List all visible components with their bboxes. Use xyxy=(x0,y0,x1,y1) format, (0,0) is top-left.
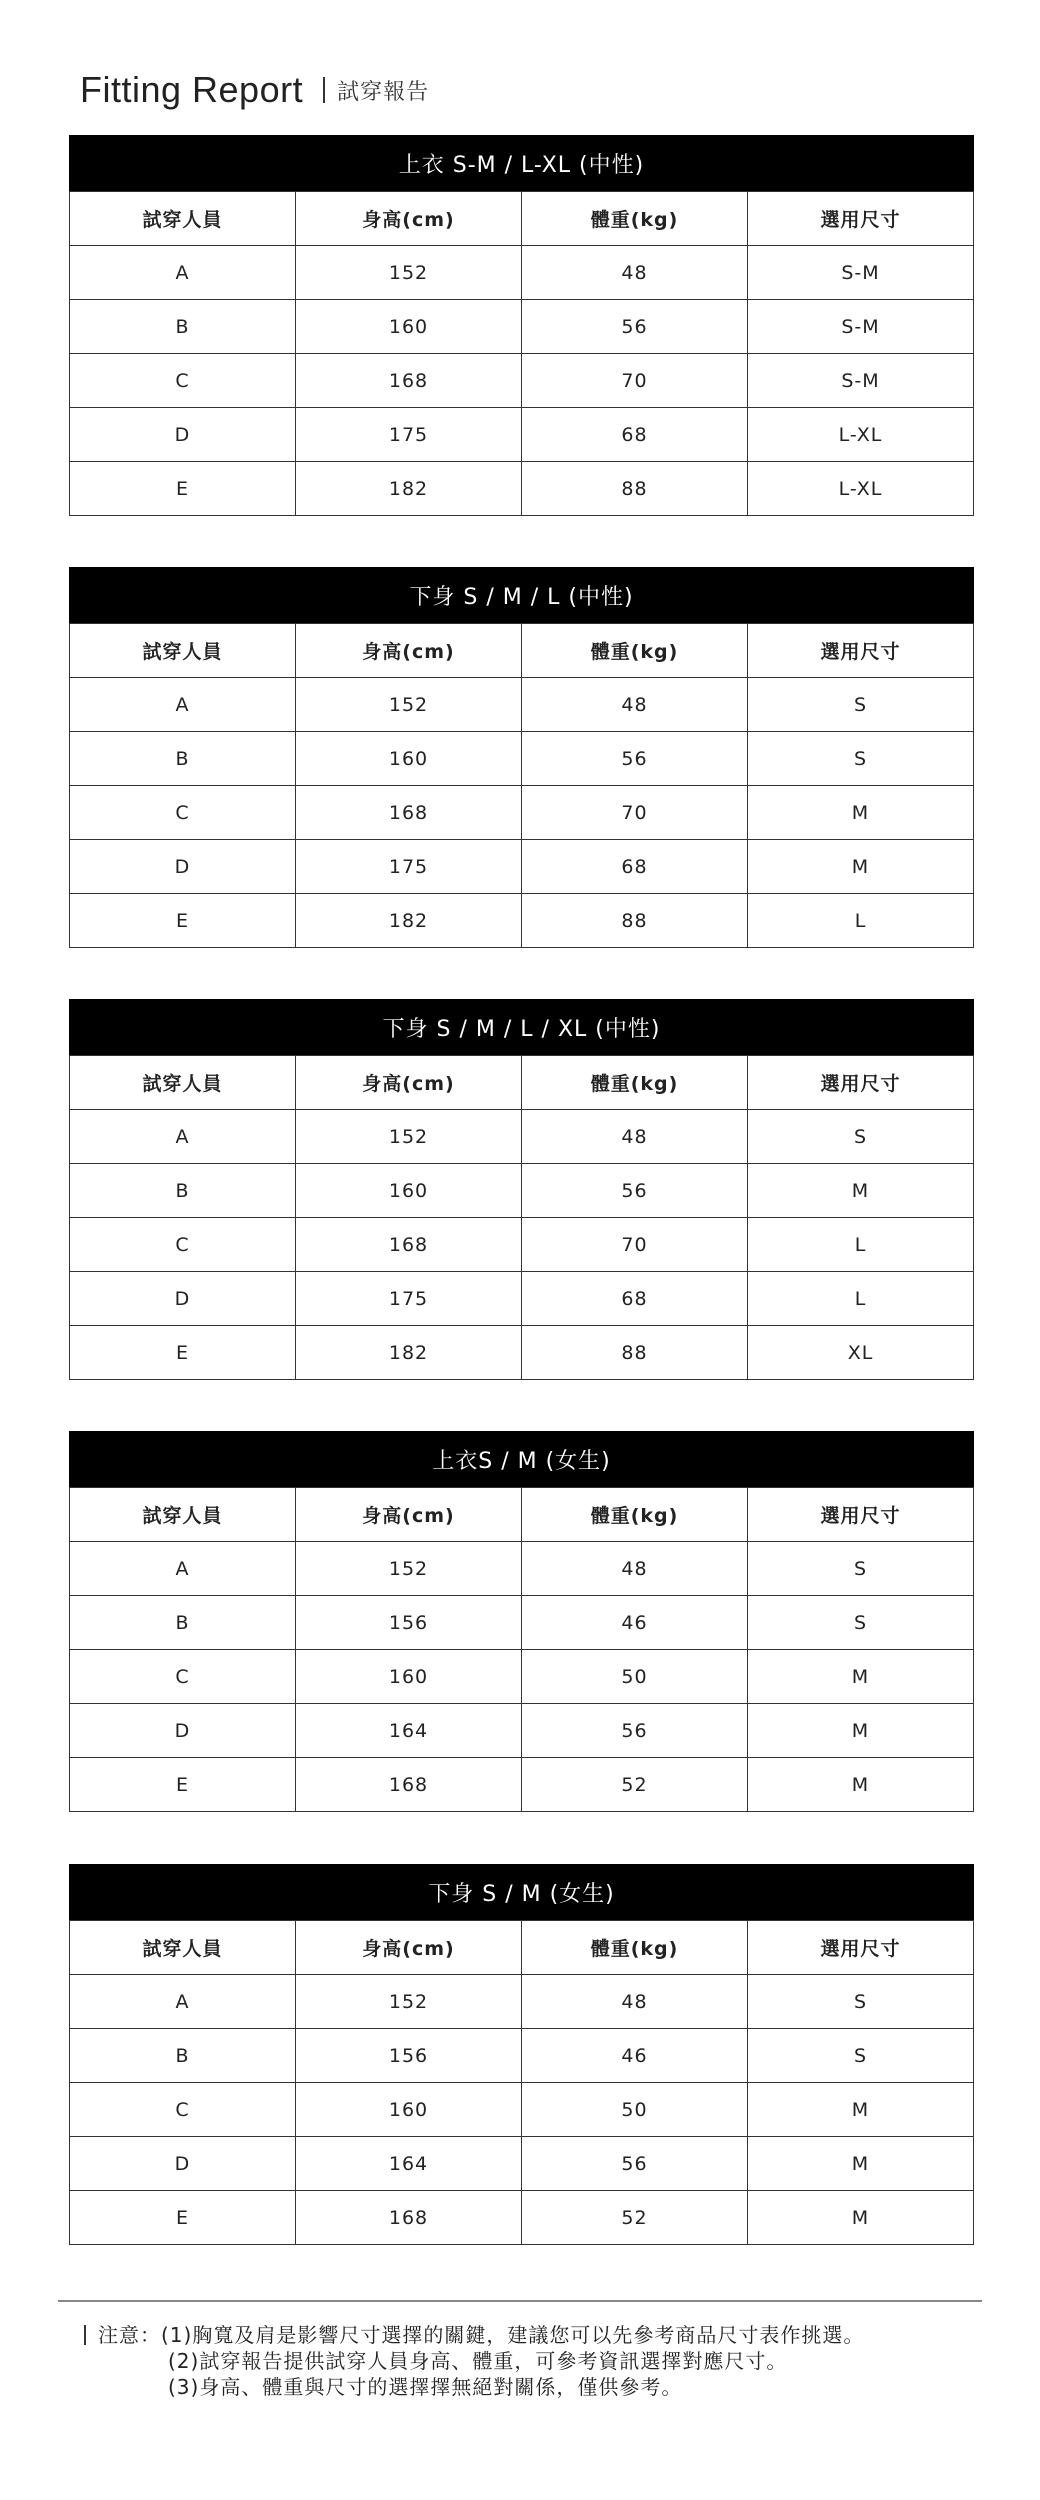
table-cell: M xyxy=(748,2137,974,2191)
table-cell: C xyxy=(70,786,296,840)
table-cell: B xyxy=(70,300,296,354)
column-header: 試穿人員 xyxy=(70,192,296,246)
table-cell: M xyxy=(748,2191,974,2245)
table-cell: D xyxy=(70,840,296,894)
table-cell: 160 xyxy=(296,1650,522,1704)
table-cell: L-XL xyxy=(748,408,974,462)
table-cell: 70 xyxy=(522,786,748,840)
table-cell: B xyxy=(70,1164,296,1218)
table-cell: 48 xyxy=(522,246,748,300)
table-cell: 156 xyxy=(296,1596,522,1650)
table-cell: 56 xyxy=(522,1704,748,1758)
table-row xyxy=(70,354,974,408)
table-cell: 48 xyxy=(522,1110,748,1164)
table-cell: B xyxy=(70,732,296,786)
page-subtitle: 試穿報告 xyxy=(337,79,430,105)
table-cell: C xyxy=(70,1650,296,1704)
table-row xyxy=(70,2083,974,2137)
table-cell: 48 xyxy=(522,1542,748,1596)
section-title: 下身 S / M / L / XL (中性) xyxy=(69,999,974,1055)
table-cell: 56 xyxy=(522,2137,748,2191)
table-cell: 152 xyxy=(296,1110,522,1164)
table-cell: 88 xyxy=(522,894,748,948)
table-cell: 152 xyxy=(296,246,522,300)
column-header: 選用尺寸 xyxy=(748,1488,974,1542)
table-cell: C xyxy=(70,354,296,408)
table-cell: XL xyxy=(748,1326,974,1380)
table-cell: M xyxy=(748,786,974,840)
table-row xyxy=(70,2137,974,2191)
table-cell: S xyxy=(748,2029,974,2083)
table-cell: D xyxy=(70,1704,296,1758)
table-cell: 164 xyxy=(296,1704,522,1758)
table-cell: C xyxy=(70,2083,296,2137)
table-cell: D xyxy=(70,1272,296,1326)
table-cell: L xyxy=(748,1272,974,1326)
table-cell: 175 xyxy=(296,840,522,894)
table-header-row xyxy=(70,192,974,246)
table-cell: 175 xyxy=(296,408,522,462)
table-row xyxy=(70,408,974,462)
table-cell: 152 xyxy=(296,1542,522,1596)
column-header: 選用尺寸 xyxy=(748,624,974,678)
page-title: Fitting Report xyxy=(80,69,304,110)
table-cell: L xyxy=(748,894,974,948)
column-header: 選用尺寸 xyxy=(748,1056,974,1110)
table-row xyxy=(70,732,974,786)
table-cell: 46 xyxy=(522,1596,748,1650)
table-cell: E xyxy=(70,1758,296,1812)
table-cell: 68 xyxy=(522,1272,748,1326)
table-cell: 168 xyxy=(296,354,522,408)
table-cell: 152 xyxy=(296,678,522,732)
table-cell: A xyxy=(70,678,296,732)
table-cell: 50 xyxy=(522,2083,748,2137)
table-row xyxy=(70,1650,974,1704)
table-row xyxy=(70,1596,974,1650)
table-cell: M xyxy=(748,2083,974,2137)
fitting-table xyxy=(69,191,974,516)
table-cell: A xyxy=(70,246,296,300)
table-cell: 56 xyxy=(522,1164,748,1218)
table-cell: A xyxy=(70,1975,296,2029)
fitting-section xyxy=(69,1864,974,2245)
note-item-2: (2)試穿報告提供試穿人員身高、體重，可參考資訊選擇對應尺寸。 xyxy=(168,2349,788,2373)
table-cell: 46 xyxy=(522,2029,748,2083)
note-item-1: (1)胸寬及肩是影響尺寸選擇的關鍵，建議您可以先參考商品尺寸表作挑選。 xyxy=(161,2323,865,2347)
fitting-table xyxy=(69,1487,974,1812)
table-cell: 182 xyxy=(296,1326,522,1380)
column-header: 體重(kg) xyxy=(522,1056,748,1110)
table-row xyxy=(70,1110,974,1164)
table-cell: 52 xyxy=(522,2191,748,2245)
fitting-section xyxy=(69,999,974,1380)
table-cell: 70 xyxy=(522,354,748,408)
table-cell: 182 xyxy=(296,894,522,948)
table-header-row xyxy=(70,624,974,678)
table-cell: 68 xyxy=(522,408,748,462)
table-cell: 164 xyxy=(296,2137,522,2191)
notes-label: 注意： xyxy=(98,2323,161,2347)
column-header: 體重(kg) xyxy=(522,624,748,678)
table-cell: 168 xyxy=(296,1218,522,1272)
table-row xyxy=(70,1164,974,1218)
table-cell: 56 xyxy=(522,300,748,354)
table-row xyxy=(70,1326,974,1380)
column-header: 體重(kg) xyxy=(522,192,748,246)
table-cell: S-M xyxy=(748,354,974,408)
table-cell: E xyxy=(70,1326,296,1380)
fitting-table xyxy=(69,1055,974,1380)
table-cell: 160 xyxy=(296,2083,522,2137)
table-cell: 70 xyxy=(522,1218,748,1272)
table-cell: S xyxy=(748,678,974,732)
table-cell: D xyxy=(70,2137,296,2191)
table-cell: 160 xyxy=(296,732,522,786)
table-cell: S xyxy=(748,1596,974,1650)
table-cell: 68 xyxy=(522,840,748,894)
column-header: 身高(cm) xyxy=(296,1921,522,1975)
table-row xyxy=(70,462,974,516)
section-title: 上衣 S-M / L-XL (中性) xyxy=(69,135,974,191)
table-header-row xyxy=(70,1921,974,1975)
table-cell: L xyxy=(748,1218,974,1272)
fitting-section xyxy=(69,1431,974,1812)
table-row xyxy=(70,1542,974,1596)
table-row xyxy=(70,1704,974,1758)
table-row xyxy=(70,1272,974,1326)
table-cell: 56 xyxy=(522,732,748,786)
column-header: 試穿人員 xyxy=(70,1488,296,1542)
column-header: 體重(kg) xyxy=(522,1921,748,1975)
table-cell: 160 xyxy=(296,1164,522,1218)
table-cell: S xyxy=(748,1975,974,2029)
column-header: 身高(cm) xyxy=(296,1488,522,1542)
table-cell: 168 xyxy=(296,786,522,840)
table-cell: 88 xyxy=(522,1326,748,1380)
table-cell: E xyxy=(70,462,296,516)
notes-bar xyxy=(84,2325,86,2345)
fitting-table xyxy=(69,623,974,948)
title-separator xyxy=(323,77,325,103)
table-row xyxy=(70,840,974,894)
table-row xyxy=(70,2029,974,2083)
table-cell: S xyxy=(748,1542,974,1596)
table-row xyxy=(70,1975,974,2029)
table-row xyxy=(70,894,974,948)
notes-block xyxy=(84,2322,864,2400)
note-item-3: (3)身高、體重與尺寸的選擇擇無絕對關係，僅供參考。 xyxy=(168,2375,683,2399)
table-cell: E xyxy=(70,2191,296,2245)
fitting-table xyxy=(69,1920,974,2245)
table-cell: 182 xyxy=(296,462,522,516)
column-header: 身高(cm) xyxy=(296,624,522,678)
section-title: 下身 S / M / L (中性) xyxy=(69,567,974,623)
table-cell: S-M xyxy=(748,300,974,354)
fitting-section xyxy=(69,567,974,948)
section-title: 上衣S / M (女生) xyxy=(69,1431,974,1487)
table-cell: S-M xyxy=(748,246,974,300)
table-cell: 50 xyxy=(522,1650,748,1704)
table-row xyxy=(70,786,974,840)
table-cell: E xyxy=(70,894,296,948)
table-cell: A xyxy=(70,1542,296,1596)
table-cell: L-XL xyxy=(748,462,974,516)
table-row xyxy=(70,678,974,732)
table-cell: D xyxy=(70,408,296,462)
table-cell: 156 xyxy=(296,2029,522,2083)
fitting-section xyxy=(69,135,974,516)
table-header-row xyxy=(70,1056,974,1110)
table-cell: B xyxy=(70,2029,296,2083)
section-title: 下身 S / M (女生) xyxy=(69,1864,974,1920)
table-cell: M xyxy=(748,1164,974,1218)
table-cell: 52 xyxy=(522,1758,748,1812)
table-cell: M xyxy=(748,840,974,894)
column-header: 身高(cm) xyxy=(296,1056,522,1110)
table-cell: 88 xyxy=(522,462,748,516)
column-header: 選用尺寸 xyxy=(748,1921,974,1975)
table-row xyxy=(70,1758,974,1812)
notes-divider xyxy=(58,2300,982,2302)
table-cell: 168 xyxy=(296,1758,522,1812)
table-cell: S xyxy=(748,732,974,786)
table-row xyxy=(70,1218,974,1272)
table-row xyxy=(70,246,974,300)
table-cell: 175 xyxy=(296,1272,522,1326)
table-cell: 168 xyxy=(296,2191,522,2245)
column-header: 試穿人員 xyxy=(70,1921,296,1975)
column-header: 試穿人員 xyxy=(70,624,296,678)
report-header xyxy=(80,62,429,118)
table-cell: A xyxy=(70,1110,296,1164)
table-cell: M xyxy=(748,1758,974,1812)
table-cell: B xyxy=(70,1596,296,1650)
table-cell: C xyxy=(70,1218,296,1272)
table-cell: 152 xyxy=(296,1975,522,2029)
table-row xyxy=(70,2191,974,2245)
table-cell: 160 xyxy=(296,300,522,354)
table-cell: M xyxy=(748,1650,974,1704)
column-header: 身高(cm) xyxy=(296,192,522,246)
table-cell: 48 xyxy=(522,1975,748,2029)
column-header: 體重(kg) xyxy=(522,1488,748,1542)
table-header-row xyxy=(70,1488,974,1542)
table-cell: S xyxy=(748,1110,974,1164)
table-cell: 48 xyxy=(522,678,748,732)
table-row xyxy=(70,300,974,354)
column-header: 選用尺寸 xyxy=(748,192,974,246)
column-header: 試穿人員 xyxy=(70,1056,296,1110)
table-cell: M xyxy=(748,1704,974,1758)
